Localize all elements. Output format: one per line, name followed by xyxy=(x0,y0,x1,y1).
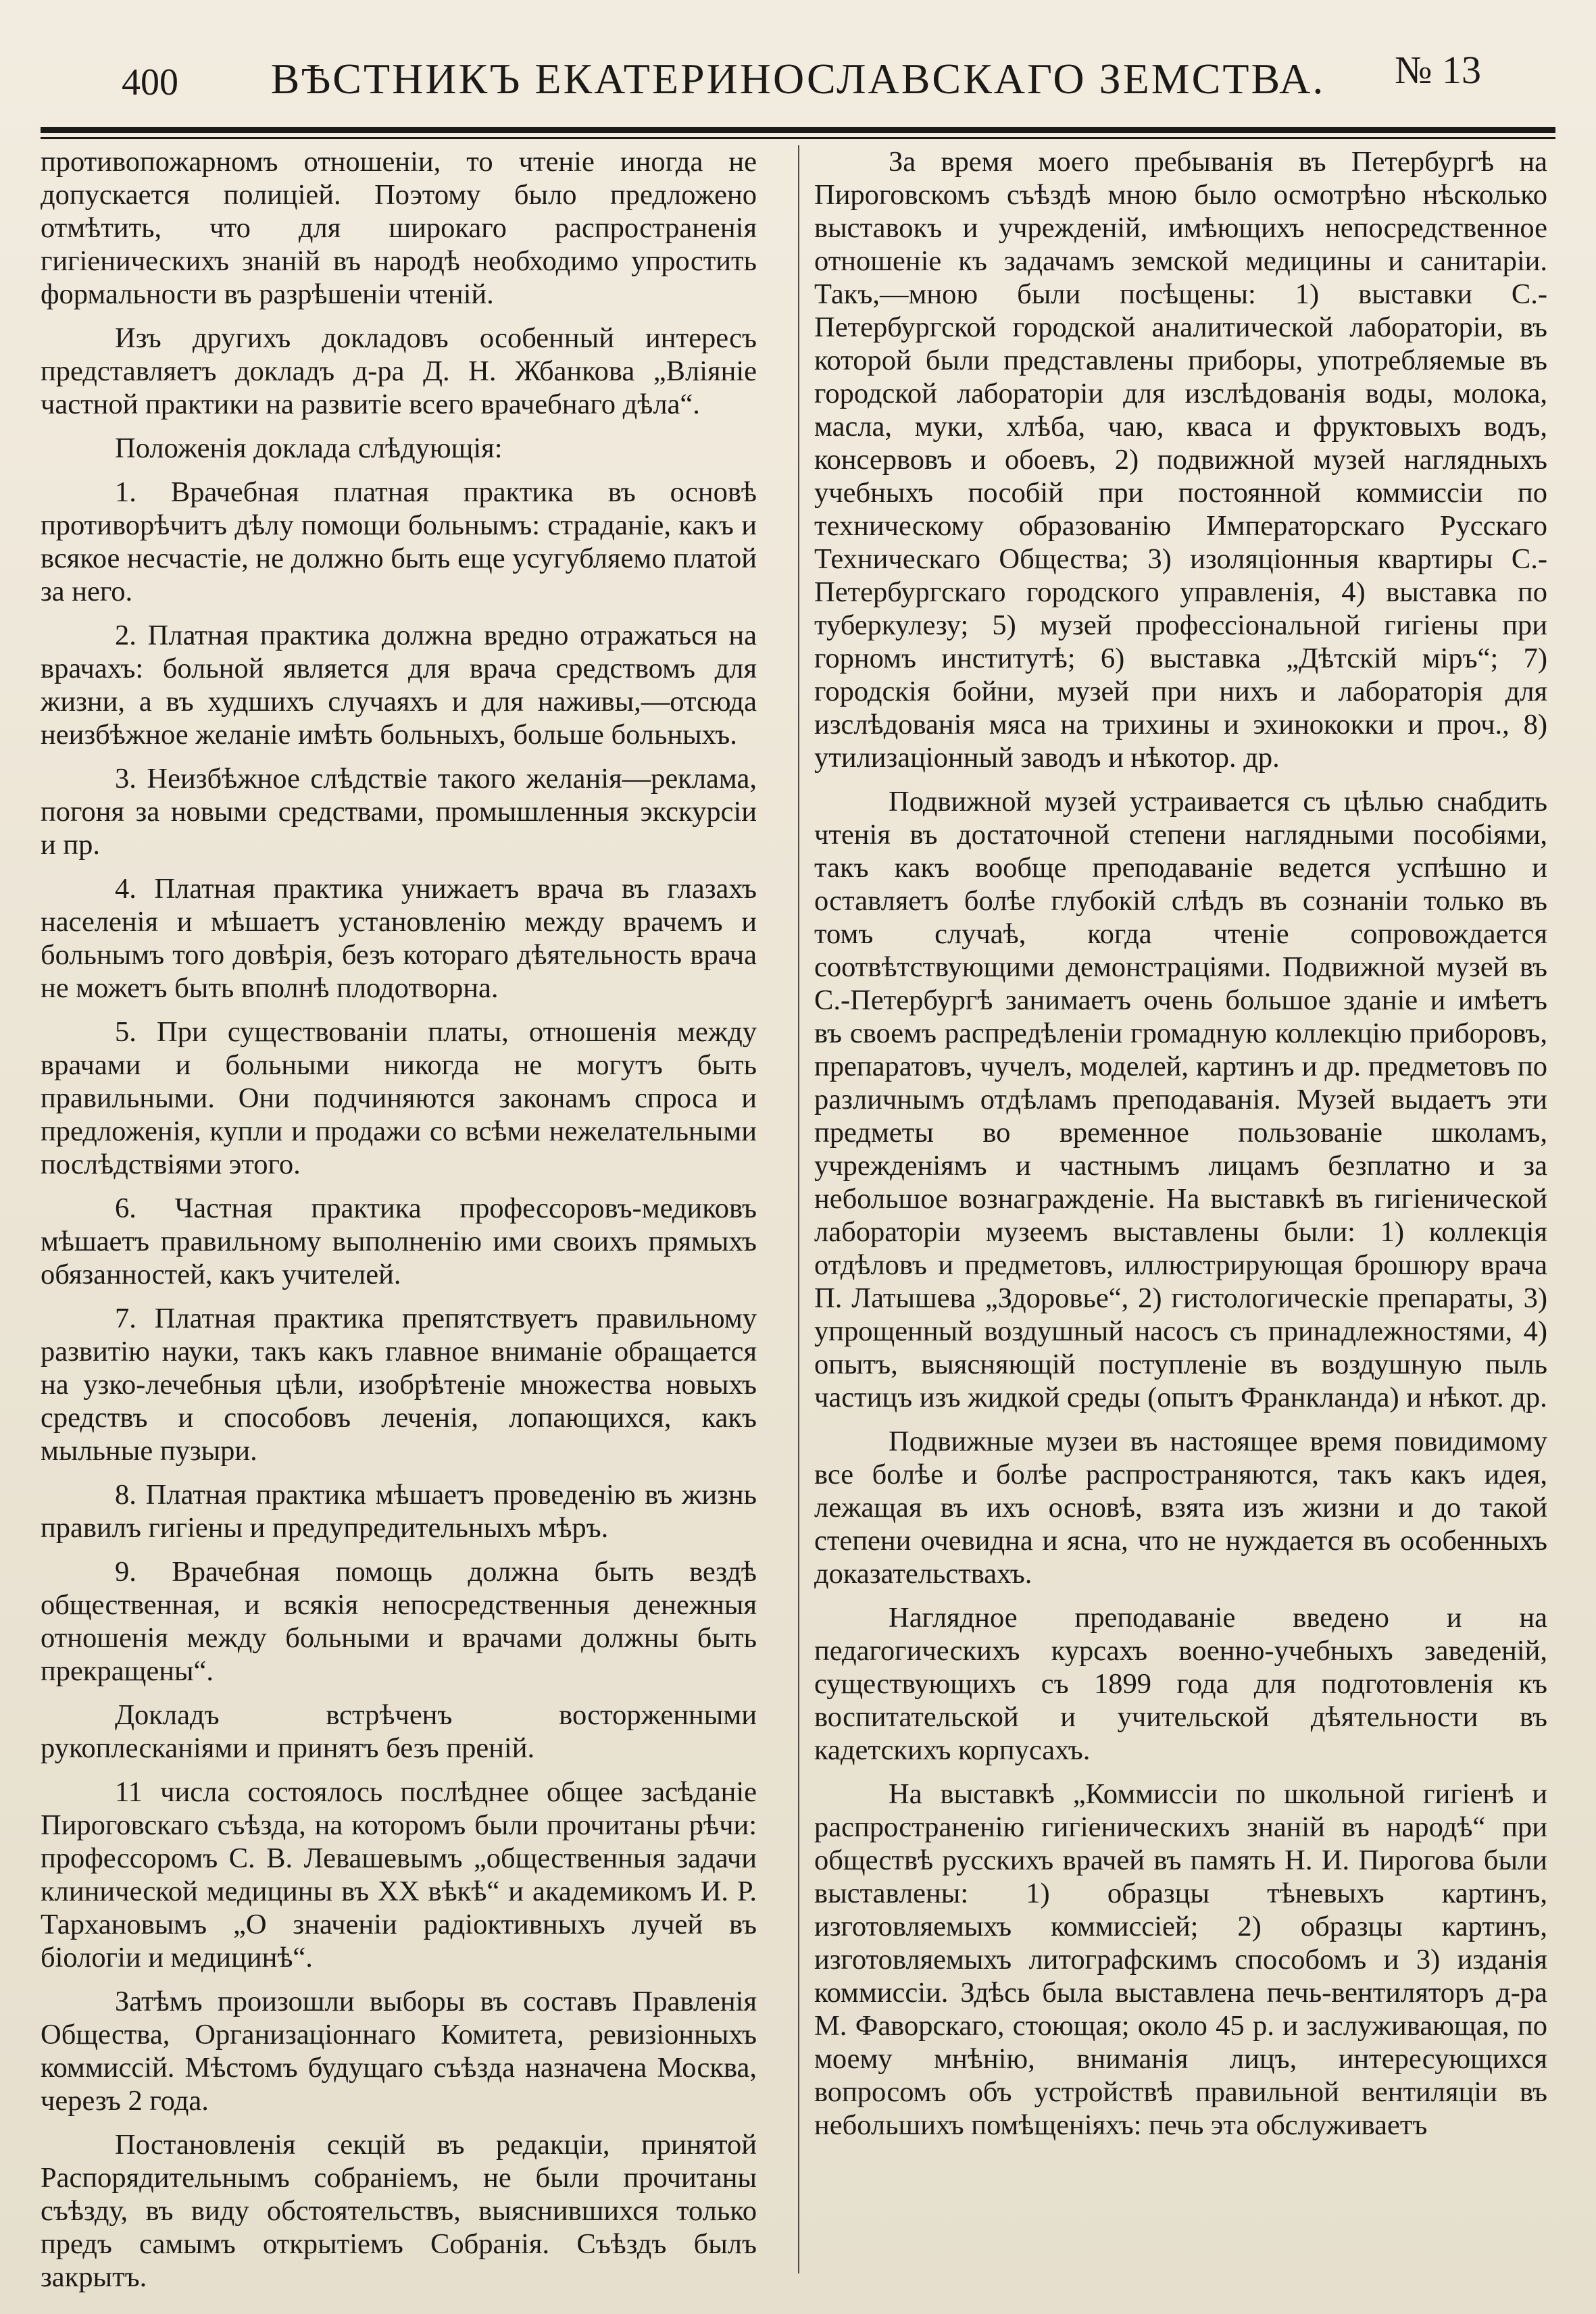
list-item: 1. Врачебная платная практика въ основѣ противорѣчитъ дѣлу помощи больнымъ: страданіе, какъ и всякое несчастіе, не должно быть еще усугубляемо платой за него. xyxy=(41,476,757,607)
right-column xyxy=(814,145,1547,2273)
page-number: 400 xyxy=(122,61,178,103)
header-rule-thick xyxy=(41,127,1555,133)
list-item: 6. Частная практика профессоровъ-медиковъ мѣшаетъ правильному выполненію ими своихъ прямыхъ обязанностей, какъ учителей. xyxy=(41,1192,757,1290)
paragraph: противопожарномъ отношеніи, то чтеніе иногда не допускается полиціей. Поэтому было предложено отмѣтить, что для широкаго распространенія гигіеническихъ знаній въ народѣ необходимо упростить формальности въ разрѣшеніи чтеній. xyxy=(41,146,757,310)
paragraph: Наглядное преподаваніе введено и на педагогическихъ курсахъ военно-учебныхъ заведеній, существующихъ съ 1899 года для подготовленія къ воспитательской и учительской дѣятельности въ кадетскихъ корпусахъ. xyxy=(814,1602,1547,1766)
list-item: 4. Платная практика унижаетъ врача въ глазахъ населенія и мѣшаетъ установленію между врачемъ и больнымъ того довѣрія, безъ котораго дѣятельность врача не можетъ быть вполнѣ плодотворна. xyxy=(41,873,757,1004)
column-divider xyxy=(798,145,799,2273)
paragraph: Докладъ встрѣченъ восторженными рукоплесканіями и принятъ безъ преній. xyxy=(41,1699,757,1764)
paragraph: На выставкѣ „Коммиссіи по школьной гигіенѣ и распространенію гигіеническихъ знаній въ народѣ“ при обществѣ русскихъ врачей въ память Н. И. Пирогова были выставлены: 1) образцы тѣневыхъ картинъ, изготовляемыхъ коммиссіей; 2) образцы картинъ, изготовляемыхъ литографскимъ способомъ и 3) изданія коммиссіи. Здѣсь была выставлена печь-вентиляторъ д-ра М. Фаворскаго, стоющая; около 45 р. и заслуживающая, по моему мнѣнію, вниманія лицъ, интересующихся вопросомъ объ устройствѣ правильной вентиляціи въ небольшихъ помѣщеніяхъ: печь эта обслуживаетъ xyxy=(814,1778,1547,2141)
paragraph: Постановленія секцій въ редакціи, принятой Распорядительнымъ собраніемъ, не были прочитаны съѣзду, въ виду обстоятельствъ, выяснившихся только предъ самымъ открытіемъ Собранія. Съѣздъ былъ закрытъ. xyxy=(41,2129,757,2293)
header-rule-thin xyxy=(41,137,1555,139)
paragraph: Подвижной музей устраивается съ цѣлью снабдить чтенія въ достаточной степени наглядными пособіями, такъ какъ вообще преподаваніе ведется успѣшно и оставляетъ болѣе глубокій слѣдъ въ сознаніи только въ томъ случаѣ, когда чтеніе сопровождается соотвѣтствующими демонстраціями. Подвижной музей въ С.-Петербургѣ занимаетъ очень большое зданіе и имѣетъ въ своемъ распредѣленіи громадную коллекцію приборовъ, препаратовъ, чучелъ, моделей, картинъ и др. предметовъ по различнымъ отдѣламъ преподаванія. Музей выдаетъ эти предметы во временное пользованіе школамъ, учрежденіямъ и частнымъ лицамъ безплатно и за небольшое вознагражденіе. На выставкѣ въ гигіенической лабораторіи музеемъ выставлены были: 1) коллекція отдѣловъ и предметовъ, иллюстрирующая брошюру врача П. Латышева „Здоровье“, 2) гистологическіе препараты, 3) упрощенный воздушный насосъ съ принадлежностями, 4) опытъ, выясняющій поступленіе въ воздушную пыль частицъ изъ жидкой среды (опытъ Франкланда) и нѣкот. др. xyxy=(814,786,1547,1413)
list-item: 3. Неизбѣжное слѣдствіе такого желанія—реклама, погоня за новыми средствами, промышленныя экскурсіи и пр. xyxy=(41,763,757,861)
left-column xyxy=(41,145,757,2293)
paragraph: Изъ другихъ докладовъ особенный интересъ представляетъ докладъ д-ра Д. Н. Жбанкова „Вліяніе частной практики на развитіе всего врачебнаго дѣла“. xyxy=(41,322,757,420)
paragraph: Затѣмъ произошли выборы въ составъ Правленія Общества, Организаціоннаго Комитета, ревизіонныхъ коммиссій. Мѣстомъ будущаго съѣзда назначена Москва, черезъ 2 года. xyxy=(41,1986,757,2117)
issue-number: № 13 xyxy=(1395,48,1481,92)
list-item: 5. При существованіи платы, отношенія между врачами и больными никогда не могутъ быть правильными. Они подчиняются законамъ спроса и предложенія, купли и продажи со всѣми нежелательными послѣдствіями этого. xyxy=(41,1016,757,1180)
journal-title: ВѢСТНИКЪ ЕКАТЕРИНОСЛАВСКАГО ЗЕМСТВА. xyxy=(270,55,1326,103)
list-item: 8. Платная практика мѣшаетъ проведенію въ жизнь правилъ гигіены и предупредительныхъ мѣръ. xyxy=(41,1479,757,1544)
paragraph: 11 числа состоялось послѣднее общее засѣданіе Пироговскаго съѣзда, на которомъ были прочитаны рѣчи: профессоромъ С. В. Левашевымъ „общественныя задачи клинической медицины въ XX вѣкѣ“ и академикомъ И. Р. Тархановымъ „О значеніи радіоктивныхъ лучей въ біологіи и медицинѣ“. xyxy=(41,1776,757,1973)
list-item: 7. Платная практика препятствуетъ правильному развитію науки, такъ какъ главное вниманіе обращается на узко-лечебныя цѣли, изобрѣтеніе множества новыхъ средствъ и способовъ леченія, лопающихся, какъ мыльные пузыри. xyxy=(41,1303,757,1467)
paragraph: Положенія доклада слѣдующія: xyxy=(115,432,503,464)
paragraph: За время моего пребыванія въ Петербургѣ на Пироговскомъ съѣздѣ мною было осмотрѣно нѣсколько выставокъ и учрежденій, имѣющихъ непосредственное отношеніе къ задачамъ земской медицины и санитаріи. Такъ,—мною были посѣщены: 1) выставки С.-Петербургской городской аналитической лабораторіи, въ которой были представлены приборы, употребляемые въ городской лабораторіи для изслѣдованія воды, молока, масла, муки, хлѣба, чаю, кваса и фруктовыхъ водъ, консервовъ и обоевъ, 2) подвижной музей наглядныхъ учебныхъ пособій при постоянной коммиссіи по техническому образованію Императорскаго Русскаго Техническаго Общества; 3) изоляціонныя квартиры С.-Петербургскаго городского управленія, 4) выставка по туберкулезу; 5) музей профессіональной гигіены при горномъ институтѣ; 6) выставка „Дѣтскій міръ“; 7) городскія бойни, музей при нихъ и лабораторія для изслѣдованія мяса на трихины и эхинококки и проч., 8) утилизаціонный заводъ и нѣкотор. др. xyxy=(814,146,1547,774)
page-header xyxy=(41,27,1555,128)
list-item: 9. Врачебная помощь должна быть вездѣ общественная, и всякія непосредственныя денежныя отношенія между больными и врачами должны быть прекращены“. xyxy=(41,1556,757,1687)
list-item: 2. Платная практика должна вредно отражаться на врачахъ: больной является для врача средствомъ для жизни, а въ худшихъ случаяхъ и для наживы,—отсюда неизбѣжное желаніе имѣть больныхъ, больше больныхъ. xyxy=(41,620,757,751)
paragraph: Подвижные музеи въ настоящее время повидимому все болѣе и болѣе распространяются, такъ какъ идея, лежащая въ ихъ основѣ, взята изъ жизни и до такой степени очевидна и ясна, что не нуждается въ особенныхъ доказательствахъ. xyxy=(814,1426,1547,1590)
